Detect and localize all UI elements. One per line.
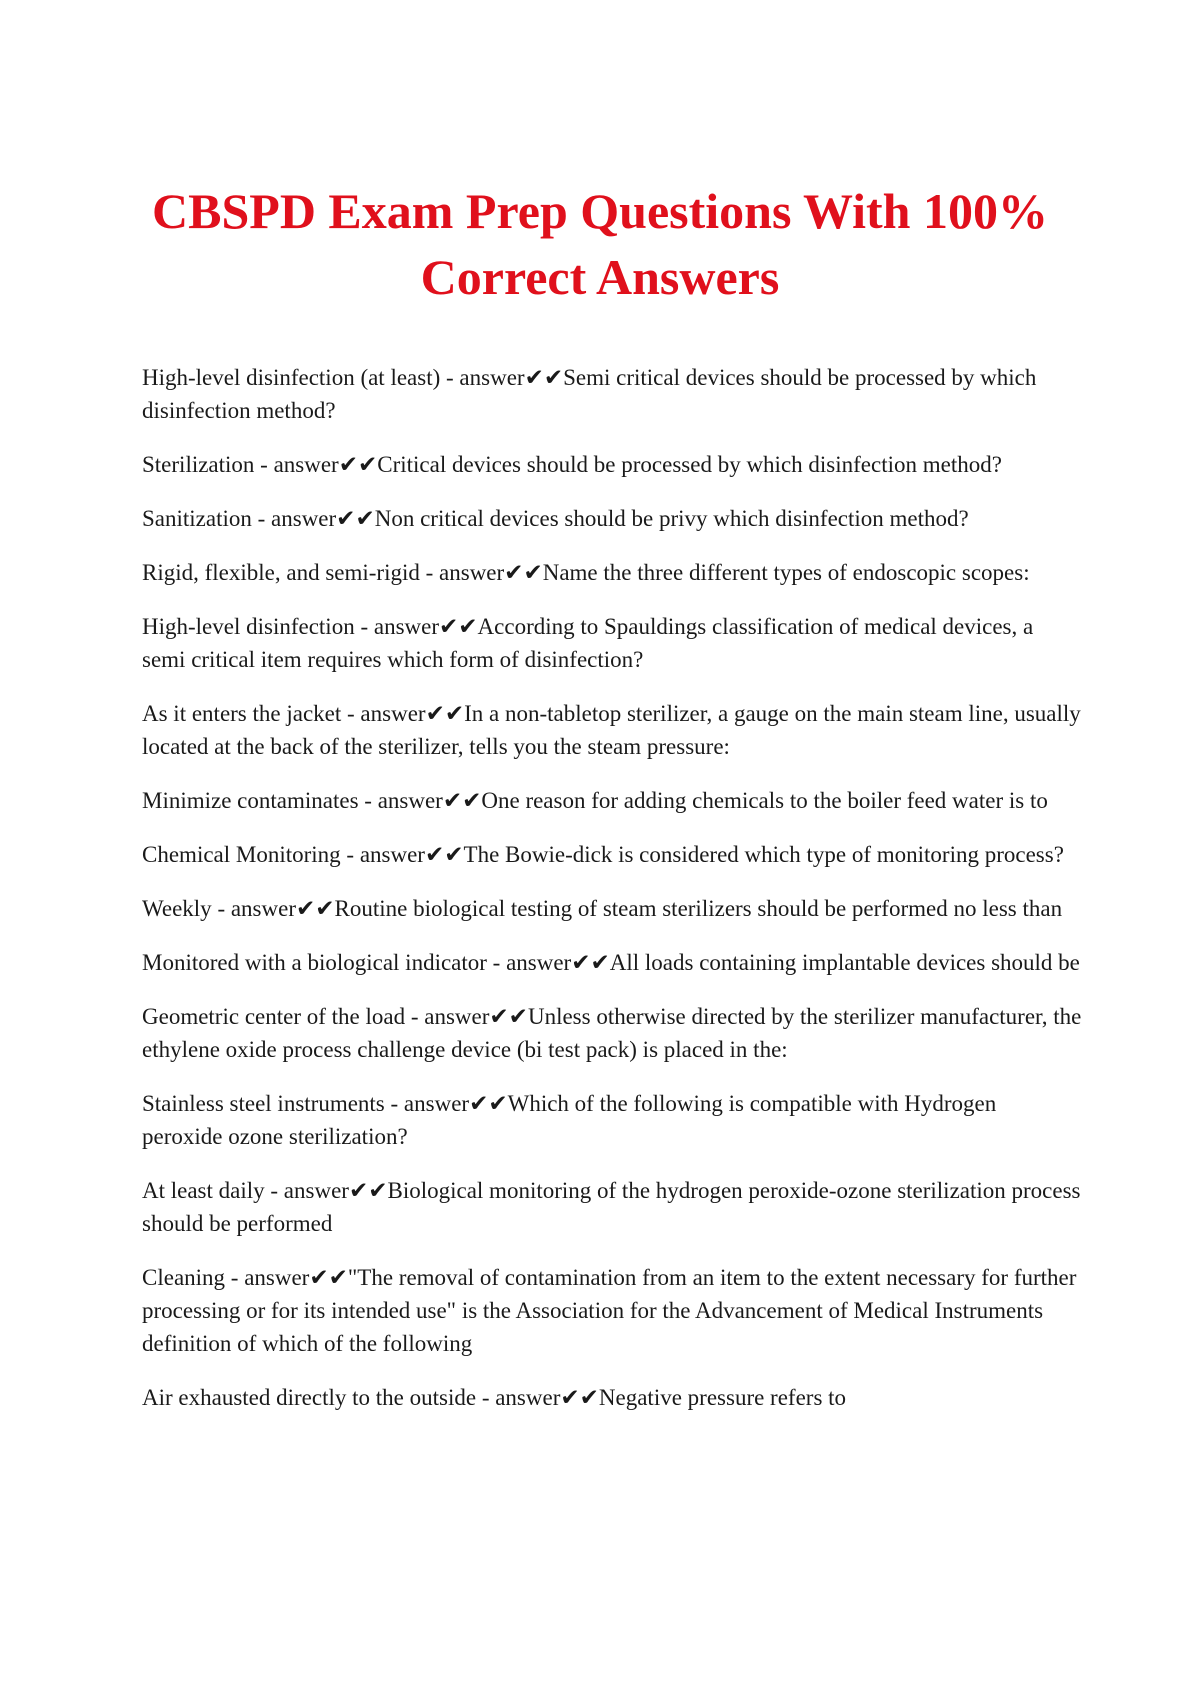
list-item: [142, 361, 1082, 427]
checkmark-icon: ✔✔: [524, 365, 564, 390]
answer-text: High-level disinfection (at least): [142, 365, 441, 390]
answer-separator: - answer: [254, 452, 339, 477]
checkmark-icon: ✔✔: [439, 614, 478, 639]
checkmark-icon: ✔✔: [442, 788, 482, 813]
answer-text: Stainless steel instruments: [142, 1091, 385, 1116]
list-item: [142, 1381, 1082, 1414]
checkmark-icon: ✔✔: [504, 560, 543, 585]
answer-separator: - answer: [225, 1265, 310, 1290]
checkmark-icon: ✔✔: [295, 896, 335, 921]
list-item: [142, 838, 1082, 871]
document-title: CBSPD Exam Prep Questions With 100% Correct Answers: [152, 183, 1048, 305]
answer-text: Sterilization: [142, 452, 255, 477]
checkmark-icon: ✔✔: [560, 1385, 599, 1410]
answer-separator: - answer: [251, 506, 337, 531]
list-item: [142, 946, 1082, 979]
question-text: Which of the following is compatible with Hydrogen peroxide ozone sterilization?: [142, 1091, 997, 1149]
answer-text: Geometric center of the load: [142, 1004, 406, 1029]
answer-separator: - answer: [486, 950, 572, 975]
answer-text: As it enters the jacket: [142, 701, 342, 726]
checkmark-icon: ✔✔: [338, 452, 378, 477]
answer-separator: - answer: [440, 365, 525, 390]
answer-separator: - answer: [264, 1178, 349, 1203]
list-item: [142, 448, 1082, 481]
list-item: [142, 1000, 1082, 1066]
question-text: Non critical devices should be privy which disinfection method?: [374, 506, 969, 531]
answer-separator: - answer: [419, 560, 505, 585]
answer-separator: - answer: [384, 1091, 470, 1116]
question-text: One reason for adding chemicals to the boiler feed water is to: [481, 788, 1048, 813]
question-text: Unless otherwise directed by the sterilizer manufacturer, the ethylene oxide process challenge device (bi test pack) is placed in the:: [142, 1004, 1082, 1062]
checkmark-icon: ✔✔: [571, 950, 610, 975]
answer-text: Air exhausted directly to the outside: [142, 1385, 477, 1410]
qa-list: [142, 361, 1082, 1435]
question-text: Negative pressure refers to: [598, 1385, 847, 1410]
question-text: Name the three different types of endoscopic scopes:: [542, 560, 1030, 585]
checkmark-icon: ✔✔: [424, 842, 464, 867]
list-item: [142, 892, 1082, 925]
question-text: Routine biological testing of steam sterilizers should be performed no less than: [334, 896, 1063, 921]
answer-text: Weekly: [142, 896, 212, 921]
list-item: [142, 610, 1082, 676]
answer-text: Cleaning: [142, 1265, 226, 1290]
question-text: All loads containing implantable devices should be: [609, 950, 1080, 975]
question-text: The Bowie-dick is considered which type of monitoring process?: [463, 842, 1064, 867]
answer-text: At least daily: [142, 1178, 265, 1203]
checkmark-icon: ✔✔: [309, 1265, 348, 1290]
answer-separator: - answer: [405, 1004, 490, 1029]
answer-separator: - answer: [354, 614, 439, 639]
question-text: In a non-tabletop sterilizer, a gauge on the main steam line, usually located at the back of the sterilizer, tells you the steam pressure:: [142, 701, 1081, 759]
list-item: [142, 502, 1082, 535]
answer-separator: - answer: [340, 842, 425, 867]
list-item: [142, 556, 1082, 589]
question-text: Semi critical devices should be processed by which disinfection method?: [142, 365, 1037, 423]
list-item: [142, 1174, 1082, 1240]
question-text: According to Spauldings classification of medical devices, a semi critical item requires which form of disinfection?: [142, 614, 1034, 672]
question-text: Critical devices should be processed by which disinfection method?: [377, 452, 1002, 477]
list-item: [142, 784, 1082, 817]
answer-text: Sanitization: [142, 506, 252, 531]
list-item: [142, 697, 1082, 763]
answer-text: Minimize contaminates: [142, 788, 359, 813]
answer-separator: - answer: [358, 788, 443, 813]
checkmark-icon: ✔✔: [469, 1091, 508, 1116]
checkmark-icon: ✔✔: [425, 701, 465, 726]
answer-separator: - answer: [211, 896, 296, 921]
checkmark-icon: ✔✔: [489, 1004, 528, 1029]
list-item: [142, 1261, 1082, 1360]
list-item: [142, 1087, 1082, 1153]
answer-text: Rigid, flexible, and semi-rigid: [142, 560, 420, 585]
checkmark-icon: ✔✔: [348, 1178, 388, 1203]
answer-separator: - answer: [476, 1385, 561, 1410]
answer-separator: - answer: [341, 701, 426, 726]
answer-text: High-level disinfection: [142, 614, 355, 639]
answer-text: Monitored with a biological indicator: [142, 950, 487, 975]
question-text: Biological monitoring of the hydrogen peroxide-ozone sterilization process should be performed: [142, 1178, 1081, 1236]
answer-text: Chemical Monitoring: [142, 842, 341, 867]
checkmark-icon: ✔✔: [336, 506, 375, 531]
question-text: "The removal of contamination from an item to the extent necessary for further processing or for its intended use" is the Association for the Advancement of Medical Instruments definition of which of the following: [142, 1265, 1077, 1356]
